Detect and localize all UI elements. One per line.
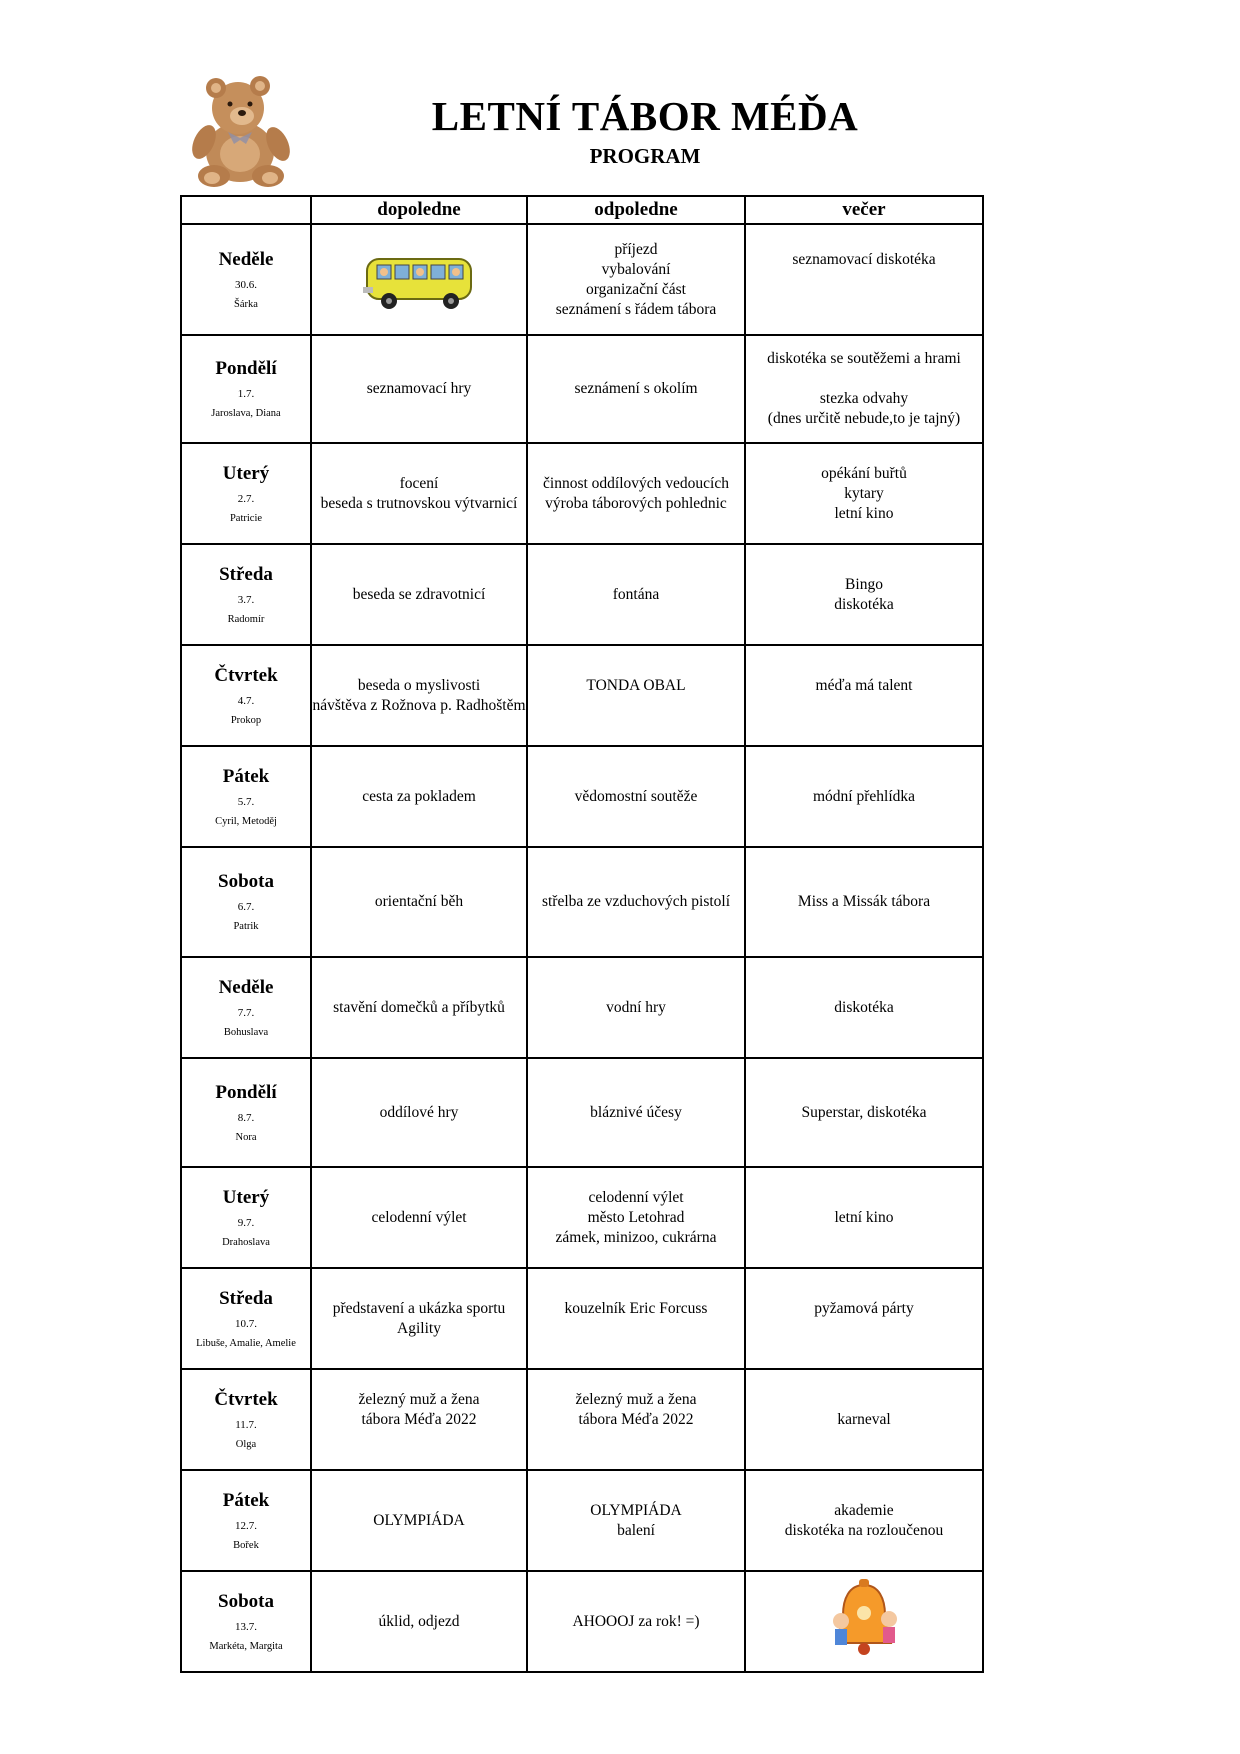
name-day-names: Markéta, Margita xyxy=(209,1640,283,1652)
activity-text xyxy=(528,1430,744,1450)
day-name: Uterý xyxy=(222,462,270,484)
name-day-names: Jaroslava, Diana xyxy=(211,408,281,419)
table-row xyxy=(181,443,983,544)
activity-text: fontána xyxy=(612,585,660,603)
table-row xyxy=(181,1268,983,1369)
morning-cell xyxy=(311,957,527,1058)
evening-cell xyxy=(745,645,983,746)
name-day-names: Radomír xyxy=(227,613,265,625)
name-day-names: Bořek xyxy=(233,1539,259,1551)
day-name: Neděle xyxy=(218,976,274,998)
day-cell xyxy=(181,645,311,746)
day-date: 6.7. xyxy=(237,901,255,913)
day-date: 4.7. xyxy=(237,694,255,707)
afternoon-cell xyxy=(527,1470,745,1571)
activity-text: bláznivé účesy xyxy=(590,1103,682,1121)
morning-cell xyxy=(311,1369,527,1470)
morning-cell xyxy=(311,1268,527,1369)
afternoon-cell xyxy=(527,1167,745,1268)
activity-text: focení xyxy=(399,474,439,492)
name-day-names: Prokop xyxy=(230,714,262,726)
column-header-morning: dopoledne xyxy=(311,196,527,224)
activity-text: (dnes určitě nebude,to je tajný) xyxy=(767,410,961,427)
day-cell xyxy=(181,224,311,335)
evening-cell xyxy=(745,1571,983,1672)
day-cell xyxy=(181,746,311,847)
table-row xyxy=(181,224,983,335)
day-date: 11.7. xyxy=(235,1418,257,1431)
activity-text: oddílové hry xyxy=(379,1103,459,1121)
evening-cell xyxy=(745,544,983,645)
activity-text: železný muž a žena xyxy=(358,1390,480,1408)
day-date: 3.7. xyxy=(237,593,255,606)
table-row xyxy=(181,335,983,443)
morning-cell xyxy=(311,443,527,544)
evening-cell xyxy=(745,1369,983,1470)
activity-text: beseda s trutnovskou výtvarnicí xyxy=(320,494,518,512)
activity-text: úklid, odjezd xyxy=(378,1612,460,1630)
column-header-evening: večer xyxy=(745,196,983,224)
afternoon-cell xyxy=(527,1571,745,1672)
page-title: LETNÍ TÁBOR MÉĎA xyxy=(431,93,859,139)
morning-cell xyxy=(311,847,527,957)
activity-text: diskotéka se soutěžemi a hrami xyxy=(767,350,961,367)
afternoon-cell xyxy=(527,1058,745,1167)
activity-text: vodní hry xyxy=(606,998,666,1016)
activity-text: beseda o myslivosti xyxy=(357,676,481,694)
activity-text: představení a ukázka sportu xyxy=(332,1299,506,1317)
activity-text: letní kino xyxy=(834,1208,894,1226)
activity-text: módní přehlídka xyxy=(812,787,916,805)
name-day-names: Cyril, Metoděj xyxy=(215,815,277,827)
table-row xyxy=(181,1571,983,1672)
name-day-names: Bohuslava xyxy=(223,1026,269,1038)
activity-text xyxy=(528,1319,744,1339)
activity-text: organizační část xyxy=(586,280,686,298)
activity-text: diskotéka xyxy=(834,595,894,613)
day-date: 10.7. xyxy=(235,1317,257,1330)
activity-text: Miss a Missák tábora xyxy=(797,893,931,910)
morning-cell xyxy=(311,1167,527,1268)
day-cell xyxy=(181,1167,311,1268)
evening-cell xyxy=(745,1167,983,1268)
table-row xyxy=(181,1058,983,1167)
table-row xyxy=(181,1470,983,1571)
morning-cell xyxy=(311,544,527,645)
day-date: 8.7. xyxy=(237,1111,255,1124)
activity-text: letní kino xyxy=(834,504,894,522)
column-header-day xyxy=(181,196,311,224)
activity-text xyxy=(746,270,982,290)
day-name: Sobota xyxy=(218,1590,274,1612)
day-cell xyxy=(181,544,311,645)
day-date: 9.7. xyxy=(237,1216,255,1229)
afternoon-cell xyxy=(527,443,745,544)
afternoon-cell xyxy=(527,645,745,746)
table-row xyxy=(181,544,983,645)
day-name: Pátek xyxy=(222,765,270,787)
activity-text: kouzelník Eric Forcuss xyxy=(564,1299,708,1317)
afternoon-cell xyxy=(527,1369,745,1470)
day-date: 2.7. xyxy=(237,492,255,505)
day-name: Pondělí xyxy=(215,1081,277,1103)
activity-text: kytary xyxy=(844,484,884,502)
activity-text: celodenní výlet xyxy=(371,1208,467,1226)
day-name: Uterý xyxy=(222,1186,270,1208)
table-row xyxy=(181,957,983,1058)
morning-cell xyxy=(311,645,527,746)
evening-cell xyxy=(745,746,983,847)
activity-text: seznámení s okolím xyxy=(574,380,698,397)
day-name: Neděle xyxy=(218,248,274,270)
day-name: Středa xyxy=(219,1287,273,1309)
activity-text: střelba ze vzduchových pistolí xyxy=(541,893,731,910)
morning-cell xyxy=(311,1470,527,1571)
day-date: 1.7. xyxy=(237,388,255,400)
day-cell xyxy=(181,1369,311,1470)
activity-text xyxy=(528,696,744,716)
activity-text: diskotéka na rozloučenou xyxy=(784,1521,944,1539)
activity-text: výroba táborových pohlednic xyxy=(545,494,727,512)
activity-text: Bingo xyxy=(845,575,883,593)
name-day-names: Nora xyxy=(235,1131,257,1143)
day-date: 12.7. xyxy=(235,1519,257,1532)
activity-text: AHOOOJ za rok! =) xyxy=(572,1612,700,1630)
program-table xyxy=(180,195,984,1673)
day-cell xyxy=(181,335,311,443)
activity-text: město Letohrad xyxy=(587,1208,685,1226)
activity-text: vědomostní soutěže xyxy=(574,787,698,805)
day-cell xyxy=(181,1571,311,1672)
activity-text: seznámení s řádem tábora xyxy=(555,300,717,318)
evening-cell xyxy=(745,957,983,1058)
activity-text: orientační běh xyxy=(374,893,464,910)
activity-text: stavění domečků a příbytků xyxy=(333,998,505,1016)
evening-cell xyxy=(745,224,983,335)
table-row xyxy=(181,746,983,847)
activity-text: OLYMPIÁDA xyxy=(590,1501,682,1519)
day-cell xyxy=(181,957,311,1058)
evening-cell xyxy=(745,1058,983,1167)
morning-cell xyxy=(311,224,527,335)
evening-cell xyxy=(745,1470,983,1571)
table-row xyxy=(181,847,983,957)
bell-illustration-icon xyxy=(819,1577,909,1667)
table-row xyxy=(181,645,983,746)
morning-cell xyxy=(311,335,527,443)
activity-text: vybalování xyxy=(601,260,671,278)
morning-cell xyxy=(311,1058,527,1167)
activity-text: méďa má talent xyxy=(815,676,913,694)
activity-text: beseda se zdravotnicí xyxy=(352,585,486,603)
day-name: Pondělí xyxy=(215,358,277,379)
activity-text xyxy=(312,1430,526,1450)
activity-text xyxy=(746,1319,982,1339)
name-day-names: Libuše, Amalie, Amelie xyxy=(196,1337,296,1349)
activity-text: balení xyxy=(617,1521,655,1539)
day-date: 7.7. xyxy=(237,1006,255,1019)
day-cell xyxy=(181,443,311,544)
table-row xyxy=(181,1369,983,1470)
day-cell xyxy=(181,847,311,957)
table-header-row xyxy=(181,196,983,224)
activity-text: seznamovací diskotéka xyxy=(792,250,936,268)
day-cell xyxy=(181,1470,311,1571)
activity-text: tábora Méďa 2022 xyxy=(361,1410,477,1428)
column-header-afternoon: odpoledne xyxy=(527,196,745,224)
activity-text: pyžamová párty xyxy=(814,1299,914,1317)
page-subtitle: PROGRAM xyxy=(589,144,701,168)
name-day-names: Olga xyxy=(235,1438,257,1450)
activity-text: TONDA OBAL xyxy=(586,676,686,694)
evening-cell xyxy=(745,847,983,957)
day-name: Čtvrtek xyxy=(214,664,278,686)
table-row xyxy=(181,1167,983,1268)
activity-text: cesta za pokladem xyxy=(362,787,476,805)
activity-text: opékání buřtů xyxy=(821,464,907,482)
activity-text xyxy=(746,290,982,310)
afternoon-cell xyxy=(527,847,745,957)
activity-text: celodenní výlet xyxy=(588,1188,684,1206)
day-cell xyxy=(181,1058,311,1167)
day-name: Pátek xyxy=(222,1489,270,1511)
activity-text: návštěva z Rožnova p. Radhoštěm xyxy=(312,696,526,714)
activity-text: seznamovací hry xyxy=(366,380,472,397)
activity-text: zámek, minizoo, cukrárna xyxy=(555,1228,717,1246)
activity-text: akademie xyxy=(834,1501,894,1519)
day-name: Čtvrtek xyxy=(214,1388,278,1410)
day-cell xyxy=(181,1268,311,1369)
activity-text: Agility xyxy=(397,1319,441,1337)
activity-text xyxy=(746,696,982,716)
name-day-names: Drahoslava xyxy=(222,1236,270,1248)
morning-cell xyxy=(311,1571,527,1672)
afternoon-cell xyxy=(527,1268,745,1369)
afternoon-cell xyxy=(527,335,745,443)
activity-text: železný muž a žena xyxy=(575,1390,697,1408)
day-date: 5.7. xyxy=(237,795,255,808)
activity-text: příjezd xyxy=(614,240,658,258)
afternoon-cell xyxy=(527,746,745,847)
day-date: 13.7. xyxy=(235,1620,257,1633)
activity-text: činnost oddílových vedoucích xyxy=(543,474,729,492)
afternoon-cell xyxy=(527,224,745,335)
name-day-names: Patrik xyxy=(233,921,259,932)
activity-text: karneval xyxy=(837,1410,891,1428)
activity-text: Superstar, diskotéka xyxy=(801,1103,927,1121)
evening-cell xyxy=(745,443,983,544)
afternoon-cell xyxy=(527,957,745,1058)
name-day-names: Šárka xyxy=(234,298,258,310)
evening-cell xyxy=(745,335,983,443)
day-name: Sobota xyxy=(218,871,274,892)
morning-cell xyxy=(311,746,527,847)
activity-text: tábora Méďa 2022 xyxy=(578,1410,694,1428)
name-day-names: Patricie xyxy=(229,512,263,524)
activity-text: stezka odvahy xyxy=(819,390,909,407)
day-name: Středa xyxy=(219,563,273,585)
bus-illustration-icon xyxy=(359,245,479,315)
day-date: 30.6. xyxy=(235,278,257,291)
activity-text: OLYMPIÁDA xyxy=(373,1511,465,1529)
evening-cell xyxy=(745,1268,983,1369)
activity-text xyxy=(746,369,982,389)
activity-text: diskotéka xyxy=(834,998,894,1016)
afternoon-cell xyxy=(527,544,745,645)
